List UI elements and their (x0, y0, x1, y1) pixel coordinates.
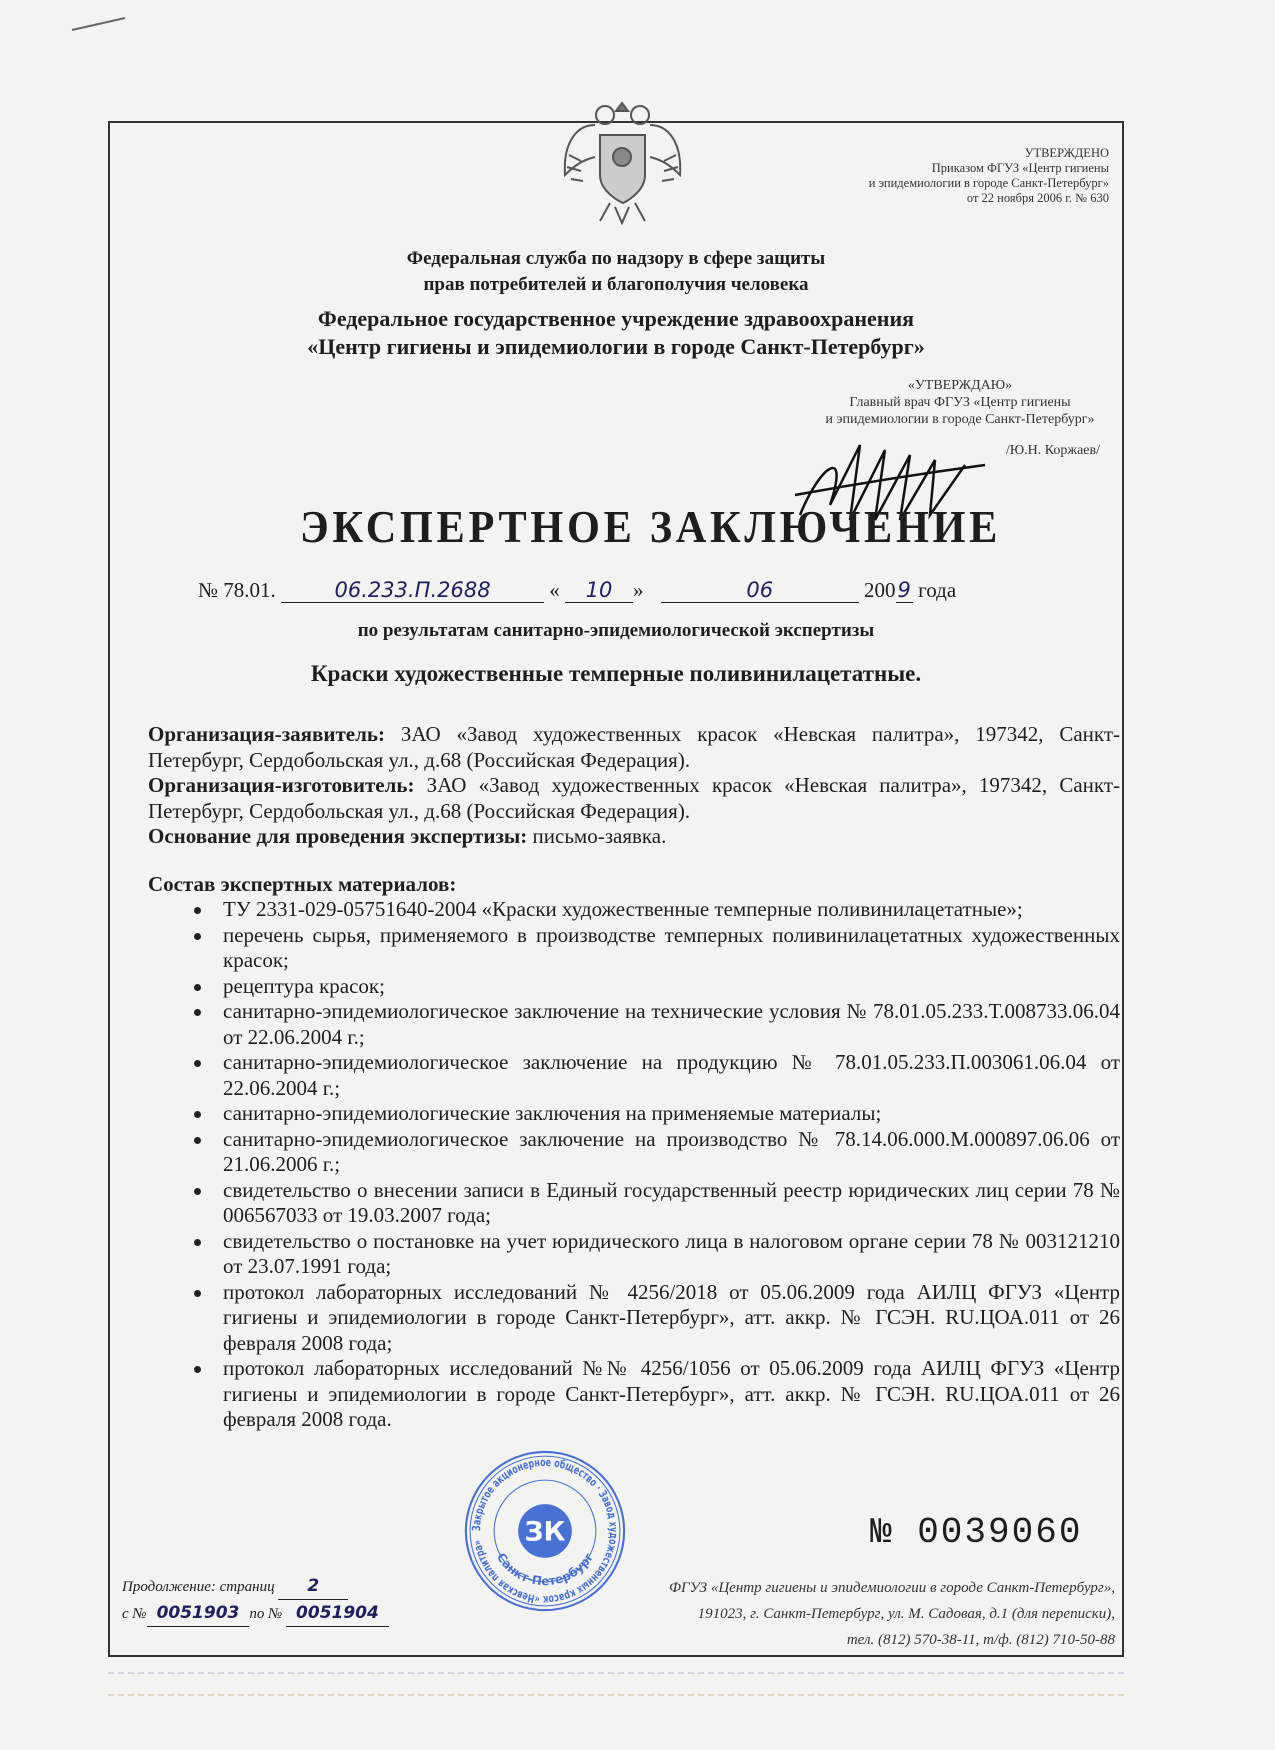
continuation-label: Продолжение: страниц (122, 1579, 275, 1595)
document-number-handwritten: 06.233.П.2688 (281, 578, 544, 603)
basis-value: письмо-заявка. (532, 824, 667, 848)
applicant-value: ЗАО «Завод художественных красок «Невская палитра», 197342, Санкт-Петербург, Сердобольская ул., д.68 (Российская Федерация). (148, 722, 1121, 772)
list-item: свидетельство о внесении записи в Единый государственный реестр юридических лиц серии 78 № 006567033 от 19.03.2007 года; (148, 1178, 1120, 1229)
footer-line: 191023, г. Санкт-Петербург, ул. М. Садовая, д.1 (для переписки), (697, 1606, 1115, 1622)
manufacturer-label: Организация-изготовитель: (148, 773, 415, 797)
stamp-bottom-text: Санкт-Петербург (493, 1550, 597, 1589)
document-title: ЭКСПЕРТНОЕ ЗАКЛЮЧЕНИЕ (300, 501, 1002, 552)
serial-number: № 0039060 (870, 1512, 1083, 1553)
approval-title: «УТВЕРЖДАЮ» (907, 378, 1013, 393)
document-subtitle: по результатам санитарно-эпидемиологической экспертизы (357, 620, 875, 641)
agency-name-line1: Федеральная служба по надзору в сфере защиты (406, 248, 826, 269)
list-item: санитарно-эпидемиологическое заключение на продукцию № 78.01.05.233.П.003061.06.04 от 22.06.2004 г.; (148, 1050, 1120, 1101)
applicant-paragraph (148, 722, 1120, 773)
materials-heading (148, 872, 1120, 898)
list-item: санитарно-эпидемиологическое заключение на производство № 78.14.06.000.М.000897.06.06 от 21.06.2006 г.; (148, 1127, 1120, 1178)
agency-name-line2: прав потребителей и благополучия человека (423, 274, 809, 295)
to-number-handwritten: 0051904 (286, 1600, 389, 1627)
approved-line: от 22 ноября 2006 г. № 630 (966, 191, 1109, 205)
institution-name-line1: Федеральное государственное учреждение здравоохранения (317, 306, 915, 331)
manufacturer-value: ЗАО «Завод художественных красок «Невская палитра», 197342, Санкт-Петербург, Сердобольская ул., д.68 (Российская Федерация). (148, 773, 1121, 823)
basis-label: Основание для проведения экспертизы: (148, 824, 528, 848)
year-digit-handwritten: 9 (897, 578, 911, 602)
approved-title: УТВЕРЖДЕНО (1024, 146, 1109, 160)
list-item: рецептура красок; (148, 974, 1120, 1000)
approved-block (869, 146, 1109, 206)
footer-line: тел. (812) 570-38-11, т/ф. (812) 710-50-88 (846, 1632, 1115, 1648)
basis-paragraph (148, 824, 1120, 850)
from-number-handwritten: 0051903 (147, 1600, 250, 1627)
list-item: протокол лабораторных исследований №№ 4256/1056 от 05.06.2009 года АИЛЦ ФГУЗ «Центр гигиены и эпидемиологии в городе Санкт-Петербург», атт. аккр. № ГСЭН. RU.ЦОА.011 от 26 февраля 2008 года. (148, 1356, 1120, 1433)
quote-close: » (633, 578, 644, 602)
footer-address (669, 1575, 1115, 1653)
year-suffix: года (918, 578, 957, 602)
approval-line: и эпидемиологии в городе Санкт-Петербург» (825, 412, 1095, 427)
document-body (148, 722, 1120, 1433)
company-stamp (462, 1448, 628, 1614)
materials-list (148, 897, 1120, 1433)
pen-mark (70, 14, 130, 34)
approval-block (820, 377, 1100, 428)
stamp-outer-text: Закрытое акционерное общество · Завод художественных красок «Невская палитра» (469, 1455, 621, 1607)
pages-handwritten: 2 (278, 1573, 348, 1600)
approval-line: Главный врач ФГУЗ «Центр гигиены (849, 395, 1071, 410)
month-handwritten: 06 (661, 578, 859, 603)
quote-open: « (549, 578, 560, 602)
product-name: Краски художественные темперные поливинилацетатные. (310, 661, 922, 686)
continuation-block (122, 1573, 389, 1627)
list-item: свидетельство о постановке на учет юридического лица в налоговом органе серии 78 № 003121210 от 23.07.1991 года; (148, 1229, 1120, 1280)
list-item: ТУ 2331-029-05751640-2004 «Краски художественные темперные поливинилацетатные»; (148, 897, 1120, 923)
signatory-name: /Ю.Н. Коржаев/ (1005, 443, 1100, 458)
coat-of-arms-emblem-icon (555, 95, 690, 230)
approved-line: Приказом ФГУЗ «Центр гигиены (931, 161, 1109, 175)
to-label: по № (249, 1606, 283, 1622)
list-item: санитарно-эпидемиологическое заключение на технические условия № 78.01.05.233.Т.008733.06.04 от 22.06.2004 г.; (148, 999, 1120, 1050)
number-prefix: № 78.01. (198, 578, 276, 602)
approved-line: и эпидемиологии в городе Санкт-Петербург» (868, 176, 1109, 190)
applicant-label: Организация-заявитель: (148, 722, 385, 746)
document-number-line (198, 578, 956, 603)
decorative-ornament (108, 1672, 1124, 1696)
list-item: протокол лабораторных исследований № 4256/2018 от 05.06.2009 года АИЛЦ ФГУЗ «Центр гигиены и эпидемиологии в городе Санкт-Петербург», атт. аккр. № ГСЭН. RU.ЦОА.011 от 26 февраля 2008 года; (148, 1280, 1120, 1357)
from-label: с № (122, 1606, 147, 1622)
footer-line: ФГУЗ «Центр гигиены и эпидемиологии в городе Санкт-Петербург», (668, 1580, 1115, 1596)
stamp-logo: ЗК (524, 1516, 566, 1548)
day-handwritten: 10 (565, 578, 633, 603)
manufacturer-paragraph (148, 773, 1120, 824)
year-prefix: 200 (864, 578, 896, 602)
institution-name-line2: «Центр гигиены и эпидемиологии в городе Санкт-Петербург» (307, 334, 925, 359)
list-item: перечень сырья, применяемого в производстве темперных поливинилацетатных художественных красок; (148, 923, 1120, 974)
materials-label: Состав экспертных материалов: (148, 871, 457, 896)
list-item: санитарно-эпидемиологические заключения на применяемые материалы; (148, 1101, 1120, 1127)
